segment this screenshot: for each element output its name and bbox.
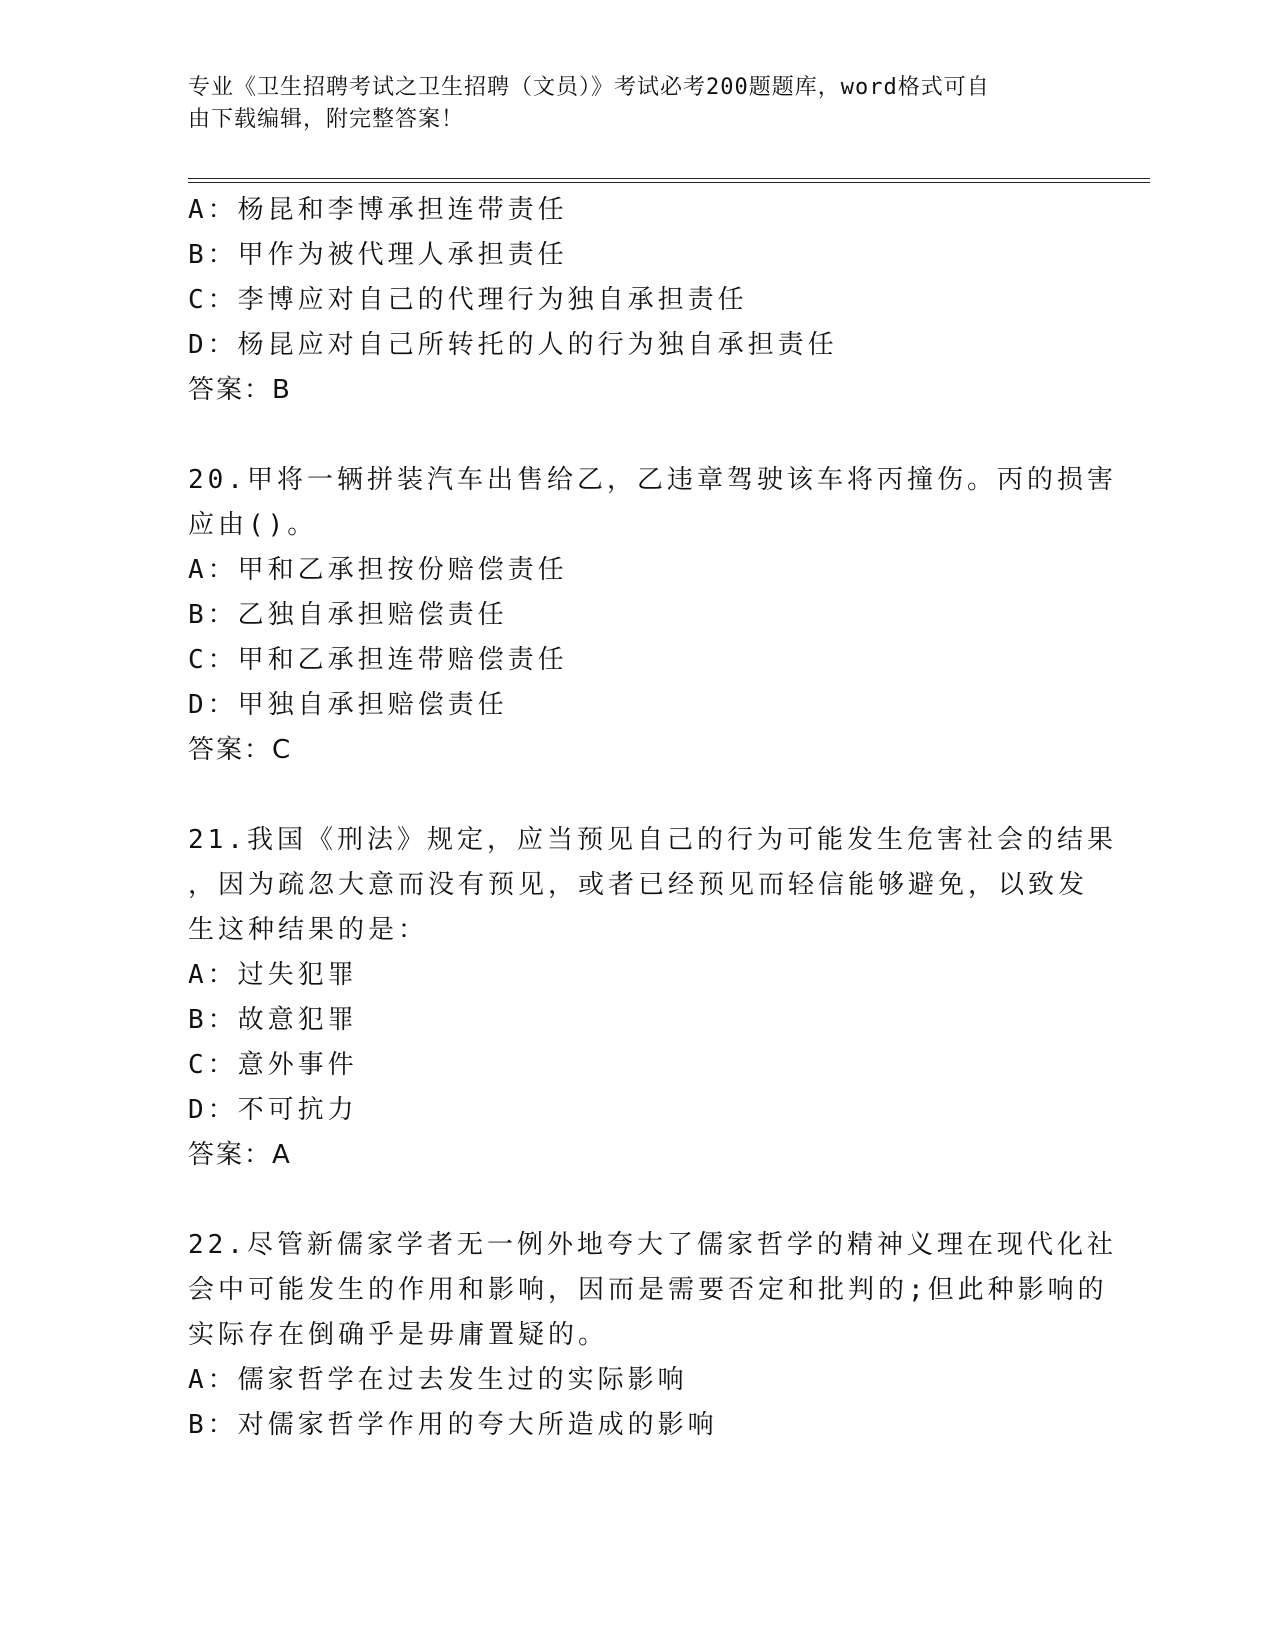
header-line-2: 由下载编辑，附完整答案！ (188, 107, 465, 132)
answer: 答案：C (188, 735, 293, 765)
question-text-line: 22.尽管新儒家学者无一例外地夸大了儒家哲学的精神义理在现代化社 (188, 1230, 1117, 1260)
header-line-1: 专业《卫生招聘考试之卫生招聘（文员）》考试必考200题题库，word格式可自 (188, 75, 990, 100)
answer: 答案：A (188, 1140, 292, 1170)
question-text-line: ，因为疏忽大意而没有预见，或者已经预见而轻信能够避免，以致发 (188, 870, 1089, 900)
option-c: C：甲和乙承担连带赔偿责任 (188, 645, 568, 675)
option-d: D：不可抗力 (188, 1095, 358, 1125)
option-d: D：杨昆应对自己所转托的人的行为独自承担责任 (188, 330, 838, 360)
answer: 答案：B (188, 375, 292, 405)
option-a: A：杨昆和李博承担连带责任 (188, 195, 568, 225)
question-text-line: 20.甲将一辆拼装汽车出售给乙，乙违章驾驶该车将丙撞伤。丙的损害 (188, 465, 1117, 495)
question-text (188, 818, 1117, 953)
option-a: A：儒家哲学在过去发生过的实际影响 (188, 1365, 688, 1395)
option-b: B：对儒家哲学作用的夸大所造成的影响 (188, 1410, 718, 1440)
question-21 (188, 818, 1117, 1178)
header-rule-bottom (188, 182, 1150, 183)
question-text (188, 1223, 1117, 1358)
question-spacer (188, 773, 1088, 818)
question-20 (188, 458, 1117, 773)
option-b: B：乙独自承担赔偿责任 (188, 600, 508, 630)
option-b: B：甲作为被代理人承担责任 (188, 240, 568, 270)
option-a: A：过失犯罪 (188, 960, 358, 990)
question-text-line: 生这种结果的是： (188, 915, 429, 945)
option-c: C：李博应对自己的代理行为独自承担责任 (188, 285, 748, 315)
question-text-line: 21.我国《刑法》规定，应当预见自己的行为可能发生危害社会的结果 (188, 825, 1117, 855)
document-header (188, 72, 1088, 136)
question-22 (188, 1223, 1117, 1448)
question-text (188, 458, 1117, 548)
question-text-line: 会中可能发生的作用和影响，因而是需要否定和批判的;但此种影响的 (188, 1275, 1108, 1305)
option-a: A：甲和乙承担按份赔偿责任 (188, 555, 568, 585)
question-19-options (188, 188, 1088, 413)
option-d: D：甲独自承担赔偿责任 (188, 690, 508, 720)
option-b: B：故意犯罪 (188, 1005, 358, 1035)
question-text-line: 应由()。 (188, 510, 318, 540)
question-content (188, 188, 1117, 1448)
question-spacer (188, 1178, 1088, 1223)
option-c: C：意外事件 (188, 1050, 358, 1080)
question-text-line: 实际存在倒确乎是毋庸置疑的。 (188, 1320, 609, 1350)
header-rule-top (188, 178, 1150, 179)
question-spacer (188, 413, 1088, 458)
